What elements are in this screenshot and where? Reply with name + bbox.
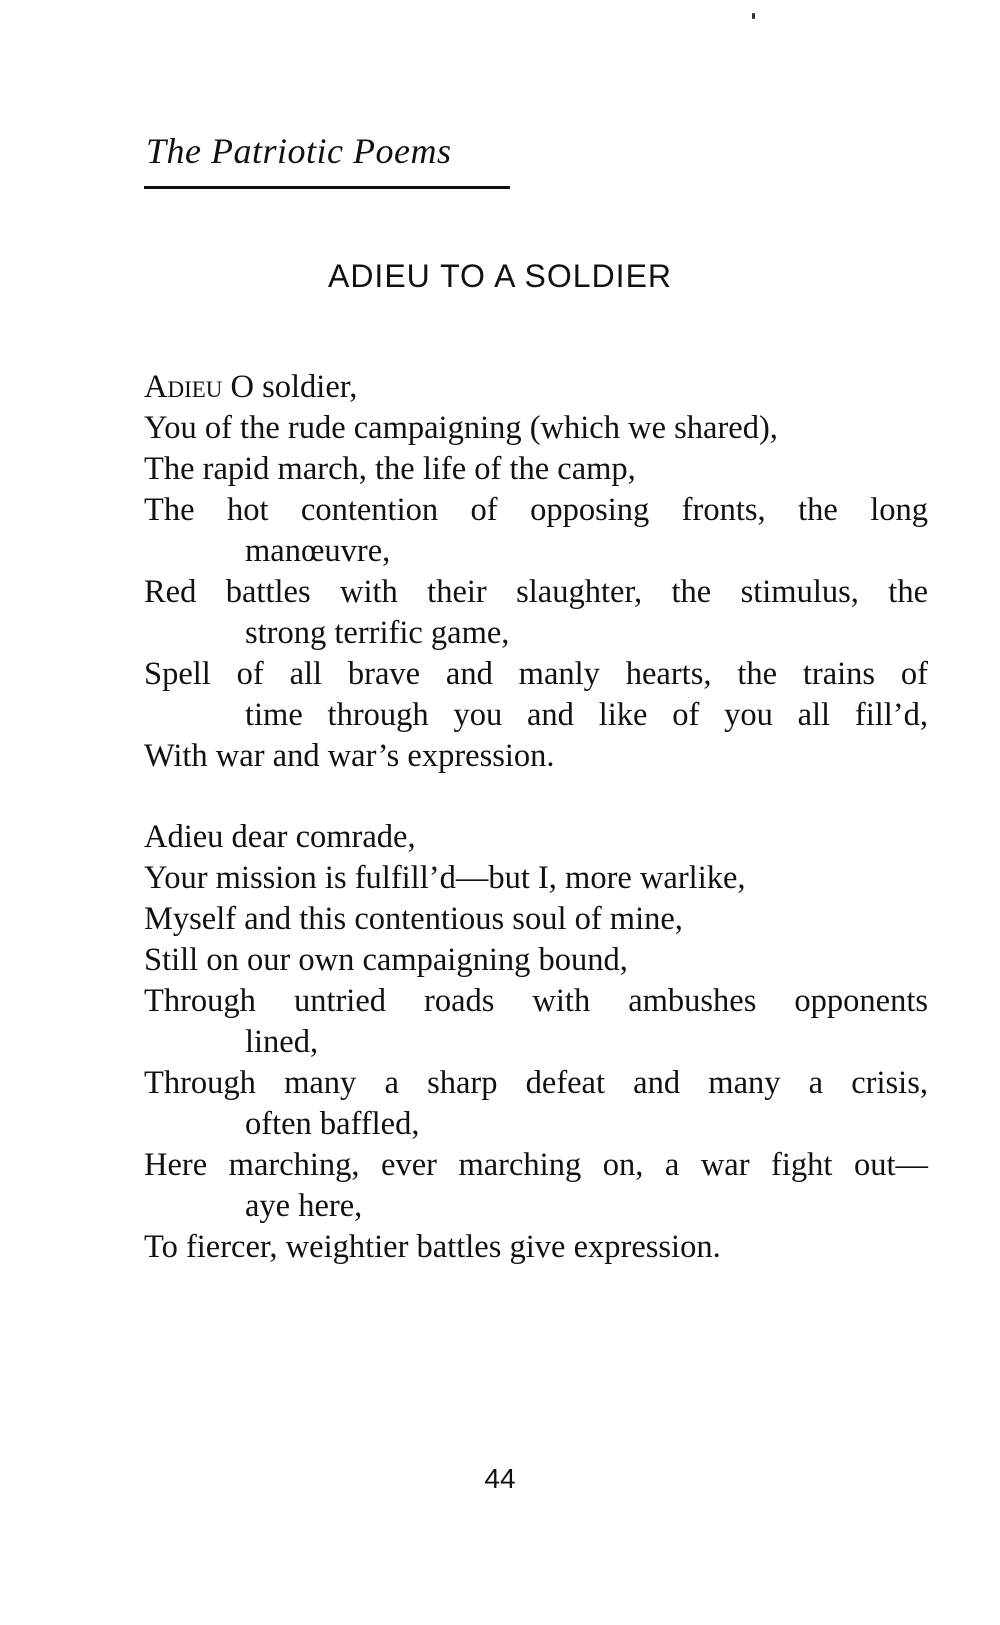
opening-word: Adieu <box>144 369 223 405</box>
poem-line: Through many a sharp defeat and many a crisis, <box>144 1065 928 1101</box>
poem-line: The hot contention of opposing fronts, the long <box>144 492 928 528</box>
poem-line <box>144 367 928 408</box>
running-head: The Patriotic Poems <box>146 131 452 171</box>
poem-line: Spell of all brave and manly hearts, the trains of <box>144 656 928 692</box>
poem-line: Here marching, ever marching on, a war fight out— <box>144 1147 928 1183</box>
poem-line: Adieu dear comrade, <box>144 819 416 855</box>
poem-line: Through untried roads with ambushes opponents <box>144 983 928 1019</box>
poem-line: You of the rude campaigning (which we shared), <box>144 410 778 446</box>
running-head-rule <box>144 186 510 189</box>
poem-line-continuation: lined, <box>245 1024 319 1060</box>
poem-line-continuation: aye here, <box>245 1188 363 1224</box>
poem-line: Still on our own campaigning bound, <box>144 942 628 978</box>
poem-line: Red battles with their slaughter, the stimulus, the <box>144 574 928 610</box>
poem-line-continuation: manœuvre, <box>245 533 391 569</box>
poem-title: ADIEU TO A SOLDIER <box>327 258 673 294</box>
poem-line-continuation: often baffled, <box>245 1106 420 1142</box>
stanza-1 <box>144 367 928 777</box>
print-speck <box>752 13 755 19</box>
poem-line: With war and war’s expression. <box>144 738 555 774</box>
page-number: 44 <box>484 1463 516 1494</box>
poem-line: The rapid march, the life of the camp, <box>144 451 636 487</box>
poem-line: To fiercer, weightier battles give expression. <box>144 1229 721 1265</box>
stanza-2 <box>144 817 928 1268</box>
poem-line: Your mission is fulfill’d—but I, more warlike, <box>144 860 746 896</box>
poem-line: Myself and this contentious soul of mine, <box>144 901 683 937</box>
poem-line-continuation: strong terrific game, <box>245 615 510 651</box>
poem-body <box>144 367 928 1268</box>
poem-line-continuation: time through you and like of you all fill’d, <box>245 697 928 733</box>
line-text: O soldier, <box>222 369 358 405</box>
